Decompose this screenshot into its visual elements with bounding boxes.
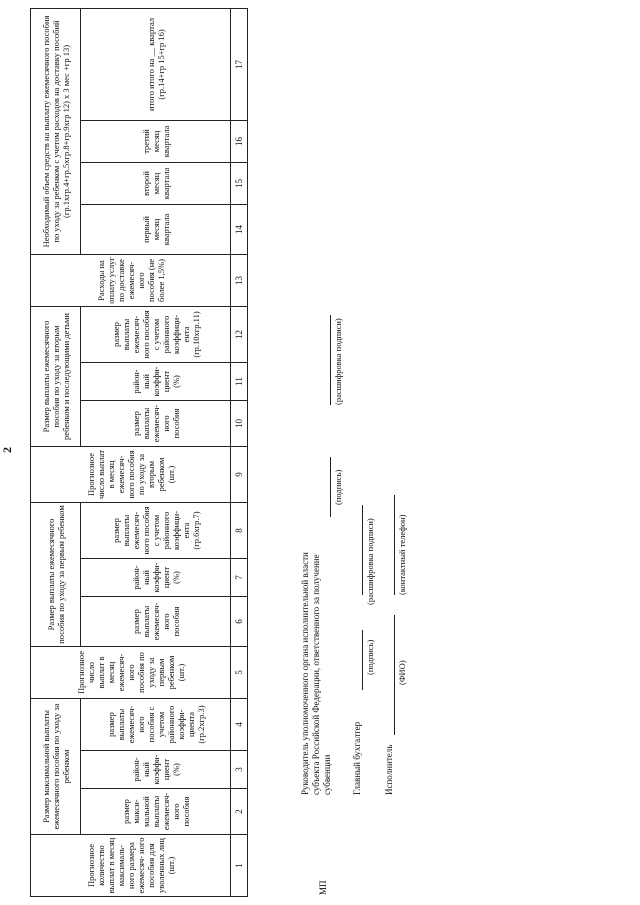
executor-phone-caption: (контактный телефон) [397, 514, 407, 595]
header-col-4: размер выплаты ежемесяч- ного пособия с учетом районного коэффи- циента (гр.2хгр.3) [81, 698, 231, 750]
header-col-10: размер выплаты ежемесяч- ного пособия [81, 400, 231, 446]
header-col-2: размер макси- мальной выплаты ежемесяч- ного пособия [81, 789, 231, 835]
col-number: 10 [231, 400, 248, 446]
col-number: 6 [231, 596, 248, 646]
executor-name-line [394, 615, 395, 735]
header-group-required-funds: Необходимый объем средств на выплату ежемесячного пособия по уходу за ребенком с учетом расходов на доставку пособий (гр.1хгр.4+гр.5хгр.8+гр.9хгр 12) х 3 мес +гр 13) [31, 8, 81, 254]
header-col-7: район- ный коэффи- циент (%) [81, 558, 231, 596]
head-decode-line [330, 315, 331, 405]
col-number: 8 [231, 502, 248, 558]
executor-name-caption: (ФИО) [397, 660, 407, 685]
chief-accountant-label: Главный бухгалтер [352, 721, 362, 795]
header-col-1: Прогнозное количество выплат в месяц максималь- ного размера ежемесяч- ного пособия для уволенных лиц (шт.) [31, 835, 231, 897]
header-col-8: размер выплаты ежемесяч- ного пособия с учетом районного коэффици- ента (гр.6хгр.7) [81, 502, 231, 558]
stamp-placeholder: МП [318, 880, 328, 895]
head-signatory-title: Руководитель уполномоченного органа исполнительной власти субъекта Российской Федерации, ответственного за получение субвенции [300, 552, 332, 795]
header-col-17: итого итого на __ квартал (гр.14+гр 15+гр 16) [81, 8, 231, 120]
subvention-table [30, 8, 248, 897]
header-col-12: размер выплаты ежемесяч- ного пособия с учетом районного коэффици- ента (гр.10хгр.11) [81, 306, 231, 362]
header-group-second-child: Размер выплаты ежемесячного пособия по уходу за вторым ребенком и последующими детьми [31, 306, 81, 446]
accountant-signature-line [362, 630, 363, 690]
header-col-3: район- ный коэффи- циент (%) [81, 751, 231, 789]
header-col-6: размер выплаты ежемесяч- ного пособия [81, 596, 231, 646]
head-signature-line [330, 457, 331, 517]
col-number: 14 [231, 204, 248, 254]
header-col-5: Прогнозное число выплат в месяц ежемесяч- ного пособия по уходу за первым ребенком (шт.) [31, 646, 231, 698]
header-col-14: первый месяц квартала [81, 204, 231, 254]
col-number: 17 [231, 8, 248, 120]
column-number-row [231, 8, 248, 896]
header-col-16: третий месяц квартала [81, 120, 231, 162]
col-number: 11 [231, 362, 248, 400]
col-number: 1 [231, 835, 248, 897]
col-number: 7 [231, 558, 248, 596]
col-number: 15 [231, 162, 248, 204]
header-col-9: Прогнозное число выплат в месяц ежемесяч- ного пособия по уходу за вторым ребенком (шт.) [31, 446, 231, 502]
executor-label: Исполнитель [384, 744, 394, 795]
col-number: 16 [231, 120, 248, 162]
header-col-11: район- ный коэффи- циент (%) [81, 362, 231, 400]
accountant-decode-line [362, 505, 363, 595]
col-number: 4 [231, 698, 248, 750]
header-col-13: Расходы на оплату услуг по доставке ежемесяч- ного пособия (не более 1,5%) [31, 254, 231, 306]
header-col-15: второй месяц квартала [81, 162, 231, 204]
header-group-first-child: Размер выплаты ежемесячного пособия по уходу за первым ребенком [31, 502, 81, 646]
col-number: 9 [231, 446, 248, 502]
accountant-decode-caption: (расшифровка подписи) [365, 518, 375, 605]
executor-phone-line [394, 495, 395, 595]
page-number: 2 [0, 447, 14, 453]
head-signature-caption: (подпись) [333, 469, 343, 505]
col-number: 13 [231, 254, 248, 306]
head-decode-caption: (расшифровка подписи) [333, 318, 343, 405]
header-group-max-payment: Размер максимальной выплаты ежемесячного пособия по уходу за ребенком [31, 698, 81, 834]
col-number: 5 [231, 646, 248, 698]
col-number: 3 [231, 751, 248, 789]
col-number: 12 [231, 306, 248, 362]
col-number: 2 [231, 789, 248, 835]
accountant-signature-caption: (подпись) [365, 639, 375, 675]
